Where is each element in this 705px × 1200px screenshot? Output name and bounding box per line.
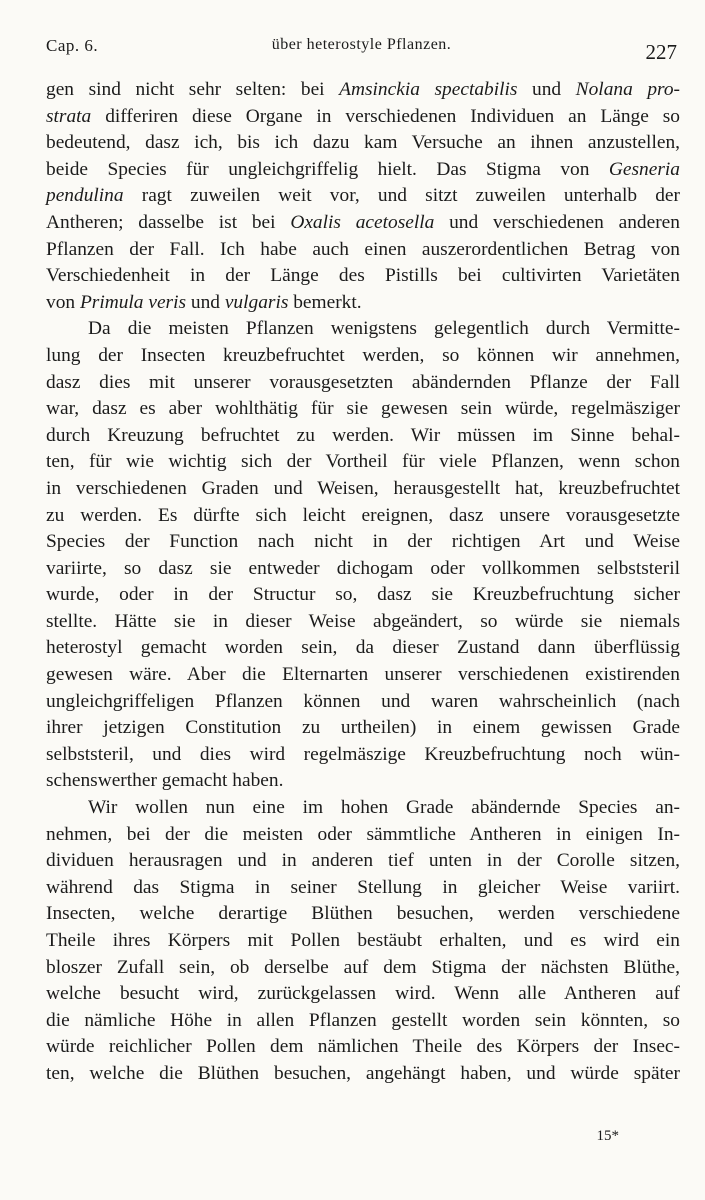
text-segment: und verschiedenen anderen — [434, 211, 680, 233]
text-line — [46, 157, 680, 184]
text-segment: bloszer Zufall sein, ob derselbe auf dem Stigma der nächsten Blüthe, — [46, 956, 680, 978]
text-line — [46, 822, 680, 849]
text-line — [46, 742, 680, 769]
page-number: 227 — [645, 40, 677, 64]
chapter-label: Cap. 6. — [46, 36, 99, 55]
text-line — [46, 476, 680, 503]
text-line — [46, 795, 680, 822]
text-line — [46, 955, 680, 982]
italic-term: vulgaris — [224, 291, 289, 313]
text-segment: beide Species für ungleichgriffelig hielt. Das Stigma von — [46, 158, 609, 180]
text-line — [46, 1061, 680, 1088]
italic-term: Amsinckia spectabilis — [339, 79, 518, 100]
text-segment: und — [186, 291, 225, 313]
text-line — [46, 396, 680, 423]
text-segment: Antheren; dasselbe ist bei — [46, 211, 291, 233]
text-segment: Species der Function nach nicht in der richtigen Art und Weise — [46, 531, 680, 553]
text-segment: war, dasz es aber wohlthätig für sie gewesen sein würde, regelmäsziger — [46, 398, 680, 420]
text-segment: bemerkt. — [288, 291, 362, 313]
text-segment: die nämliche Höhe in allen Pflanzen gestellt worden sein könnten, so — [46, 1009, 680, 1031]
text-line — [46, 635, 680, 662]
text-line — [46, 503, 680, 530]
text-segment: von — [46, 291, 80, 313]
text-segment: differiren diese Organe in verschiedenen Individuen an Länge so — [91, 105, 680, 127]
text-line — [46, 343, 680, 370]
text-line — [46, 210, 680, 237]
text-segment: heterostyl gemacht worden sein, da dieser Zustand dann überflüssig — [46, 637, 680, 659]
text-line — [46, 848, 680, 875]
text-segment: würde reichlicher Pollen dem nämlichen Theile des Körpers der Insec- — [46, 1036, 680, 1058]
italic-term: strata — [46, 105, 92, 127]
text-line — [46, 609, 680, 636]
italic-term: pendulina — [46, 185, 124, 207]
text-segment: Wir wollen nun eine im hohen Grade abändernde Species an- — [88, 797, 680, 819]
text-segment: Insecten, welche derartige Blüthen besuchen, werden verschiedene — [46, 903, 680, 925]
text-segment: schenswerther gemacht haben. — [46, 770, 284, 792]
text-line — [46, 183, 680, 210]
text-line — [46, 981, 680, 1008]
text-segment: durch Kreuzung befruchtet zu werden. Wir müssen im Sinne behal- — [46, 424, 680, 446]
text-line — [46, 715, 680, 742]
text-line — [46, 875, 680, 902]
text-segment: selbststeril, und dies wird regelmäszige Kreuzbefruchtung noch wün- — [46, 743, 680, 765]
text-line — [46, 768, 680, 795]
text-segment: stellte. Hätte sie in dieser Weise abgeändert, so würde sie niemals — [46, 610, 680, 632]
text-line — [46, 928, 680, 955]
text-line — [46, 689, 680, 716]
text-segment: Pflanzen der Fall. Ich habe auch einen auszerordentlichen Betrag von — [46, 238, 680, 260]
text-segment: während das Stigma in seiner Stellung in gleicher Weise variirt. — [46, 876, 680, 898]
text-line — [46, 582, 680, 609]
italic-term: Gesneria — [608, 158, 680, 180]
text-line — [46, 370, 680, 397]
text-line — [46, 104, 680, 131]
text-segment: bedeutend, dasz ich, bis ich dazu kam Versuche an ihnen anzustellen, — [46, 132, 680, 154]
signature-mark: 15* — [596, 1128, 619, 1144]
page-header — [46, 30, 677, 66]
running-title: über heterostyle Pflanzen. — [271, 36, 452, 53]
text-line — [46, 77, 680, 104]
text-segment: dasz dies mit unserer vorausgesetzten abändernden Pflanze der Fall — [46, 371, 680, 393]
text-segment: in verschiedenen Graden und Weisen, herausgestellt hat, kreuzbefruchtet — [46, 477, 680, 499]
text-line — [46, 1034, 680, 1061]
text-line — [46, 1008, 680, 1035]
text-segment: nehmen, bei der die meisten oder sämmtliche Antheren in einigen In- — [46, 823, 680, 845]
text-line — [46, 529, 680, 556]
text-segment: welche besucht wird, zurückgelassen wird. Wenn alle Antheren auf — [46, 983, 680, 1005]
text-segment: Da die meisten Pflanzen wenigstens gelegentlich durch Vermitte- — [88, 318, 680, 340]
italic-term: Primula veris — [79, 291, 187, 313]
text-segment: dividuen herausragen und in anderen tief unten in der Corolle sitzen, — [46, 850, 680, 872]
italic-term: Oxalis acetosella — [290, 211, 435, 233]
text-line — [46, 423, 680, 450]
text-segment: ihrer jetzigen Constitution zu urtheilen) in einem gewissen Grade — [46, 717, 680, 739]
text-line — [46, 263, 680, 290]
text-segment: Theile ihres Körpers mit Pollen bestäubt erhalten, und es wird ein — [46, 930, 680, 951]
text-segment: zu werden. Es dürfte sich leicht ereignen, dasz unsere vorausgesetzte — [46, 504, 680, 526]
text-segment: ungleichgriffeligen Pflanzen können und waren wahrscheinlich (nach — [46, 690, 680, 712]
text-segment: wurde, oder in der Structur so, dasz sie Kreuzbefruchtung sicher — [46, 584, 680, 606]
text-segment: ten, für wie wichtig sich der Vortheil für viele Pflanzen, wenn schon — [46, 451, 680, 473]
text-line — [46, 290, 680, 317]
text-line — [46, 130, 680, 157]
text-segment: Verschiedenheit in der Länge des Pistills bei cultivirten Varietäten — [46, 265, 680, 287]
text-segment: gen sind nicht sehr selten: bei — [46, 79, 340, 100]
italic-term: Nolana pro- — [575, 79, 681, 100]
text-segment: gewesen wäre. Aber die Elternarten unserer verschiedenen existirenden — [46, 664, 680, 686]
text-segment: lung der Insecten kreuzbefruchtet werden, so können wir annehmen, — [46, 344, 680, 366]
text-line — [46, 556, 680, 583]
text-segment: variirte, so dasz sie entweder dichogam oder vollkommen selbststeril — [46, 557, 680, 579]
text-line — [46, 662, 680, 689]
text-line — [46, 316, 680, 343]
text-line — [46, 901, 680, 928]
text-line — [46, 449, 680, 476]
body-text — [46, 77, 680, 1088]
text-segment: ten, welche die Blüthen besuchen, angehängt haben, und würde später — [46, 1062, 680, 1084]
text-segment: und — [517, 79, 576, 100]
text-line — [46, 237, 680, 264]
text-segment: ragt zuweilen weit vor, und sitzt zuweilen unterhalb der — [123, 185, 680, 207]
